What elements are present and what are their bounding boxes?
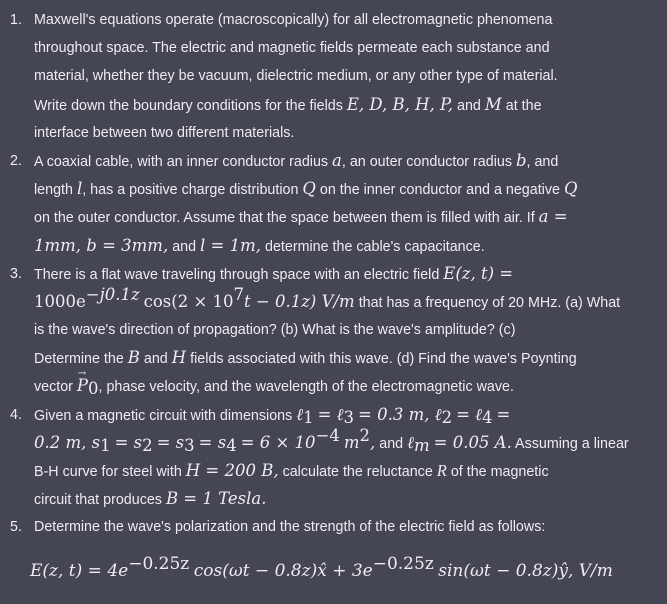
text-line: 1mm, b = 3mm, and l = 1m, determine the cable's capacitance. bbox=[34, 235, 485, 255]
text-line: A coaxial cable, with an inner conductor radius a, an outer conductor radius b, and bbox=[34, 150, 559, 170]
question-number: 5. bbox=[10, 519, 22, 536]
text-line: B-H curve for steel with H = 200 B, calculate the reluctance R of the magnetic bbox=[34, 461, 549, 480]
text-line: vector → $P_0$, phase velocity, and the wavelength of the electromagnetic wave. bbox=[34, 372, 657, 400]
question-3 bbox=[10, 260, 657, 401]
question-number: 3. bbox=[10, 265, 22, 282]
display-equation: E(z, $t) = 4e^{-0.25z}$ cos(ωt − 0.8z)x̂ + $3e^{-0.25z}$ sin(ωt − 0.8z)ŷ, V/m bbox=[30, 554, 613, 581]
text-line: throughout space. The electric and magnetic fields permeate each substance and bbox=[34, 40, 550, 57]
math-m: M bbox=[484, 94, 502, 114]
text-line: material, whether they be vacuum, dielectric medium, or any other type of material. bbox=[34, 68, 558, 85]
question-number: 4. bbox=[10, 406, 22, 423]
question-5 bbox=[10, 513, 657, 541]
text-line: There is a flat wave traveling through space with an electric field E(z, t) = bbox=[34, 263, 514, 283]
text-line: on the outer conductor. Assume that the space between them is filled with air. If a = bbox=[34, 207, 568, 227]
text-line: is the wave's direction of propagation? (b) What is the wave's amplitude? (c) bbox=[34, 322, 516, 339]
text-line: Maxwell's equations operate (macroscopically) for all electromagnetic phenomena bbox=[34, 12, 553, 28]
question-number: 1. bbox=[10, 12, 22, 28]
text-line: Write down the boundary conditions for the fields E, D, B, H, P, and M at the bbox=[34, 94, 542, 114]
question-2 bbox=[10, 147, 657, 260]
text-line: Given a magnetic circuit with dimensions ℓ$_1$ = ℓ$_3$ = 0.3 m, ℓ$_2$ = ℓ$_4$ = bbox=[34, 404, 511, 427]
question-1 bbox=[10, 6, 657, 147]
question-list bbox=[10, 6, 657, 542]
text-line: 0.2 m, $s_1 = s_2 = s_3 = s_4 = 6 \times 10^{-4}$ $m^2$, and ℓ$_m$ = 0.05 A. Assuming a linear bbox=[34, 425, 629, 455]
text-line: length l, has a positive charge distribution Q on the inner conductor and a negative Q bbox=[34, 179, 578, 199]
poynting-vector: → P bbox=[77, 372, 88, 400]
text-line: interface between two different materials. bbox=[34, 124, 295, 141]
text-line: Determine the B and H fields associated with this wave. (d) Find the wave's Poynting bbox=[34, 348, 577, 368]
question-4 bbox=[10, 401, 657, 514]
text-line: $1000e^{-j0.1z}$ $\cos(2 \times 10^7t - 0.1z)$ V/m that has a frequency of 20 MHz. (a) What bbox=[34, 284, 621, 311]
math-fields: E, D, B, H, P, bbox=[346, 94, 454, 114]
text-line: Determine the wave's polarization and the strength of the electric field as follows: bbox=[34, 519, 546, 536]
text-line: circuit that produces B = 1 Tesla. bbox=[34, 489, 267, 509]
question-number: 2. bbox=[10, 152, 22, 169]
